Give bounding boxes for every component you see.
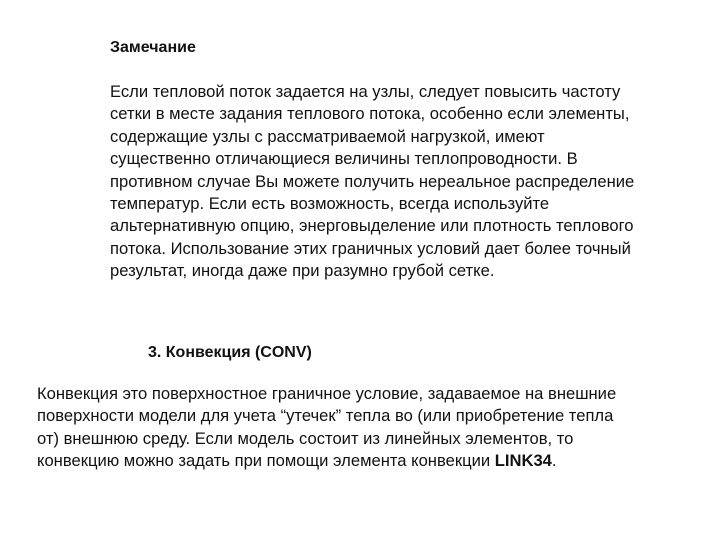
note-line: сетки в месте задания теплового потока, особенно если элементы,	[110, 104, 630, 124]
note-line: содержащие узлы с рассматриваемой нагрузкой, имеют	[110, 126, 545, 146]
note-line: потока. Использование этих граничных условий дает более точный	[110, 238, 631, 258]
note-paragraph	[110, 81, 634, 283]
section-line: поверхности модели для учета “утечек” тепла во (или приобретение тепла	[37, 406, 614, 426]
element-name: LINK34	[494, 451, 552, 471]
section-line-text: конвекцию можно задать при помощи элемента конвекции	[37, 451, 495, 471]
section-line	[37, 450, 616, 472]
note-heading: Замечание	[110, 39, 196, 56]
section-line: от) внешнюю среду. Если модель состоит из линейных элементов, то	[37, 428, 574, 448]
section-heading: 3. Конвекция (CONV)	[148, 344, 312, 361]
note-line: альтернативную опцию, энерговыделение или плотность теплового	[110, 216, 634, 236]
note-line: существенно отличающиеся величины теплопроводности. В	[110, 149, 578, 169]
section-line-end: .	[551, 451, 557, 471]
note-line: Если тепловой поток задается на узлы, следует повысить частоту	[110, 82, 621, 101]
section-paragraph	[37, 383, 616, 473]
note-line: результат, иногда даже при разумно грубой сетке.	[110, 261, 495, 281]
section-line: Конвекция это поверхностное граничное условие, задаваемое на внешние	[37, 384, 617, 403]
note-line: противном случае Вы можете получить нереальное распределение	[110, 171, 635, 191]
note-line: температур. Если есть возможность, всегда используйте	[110, 194, 550, 214]
